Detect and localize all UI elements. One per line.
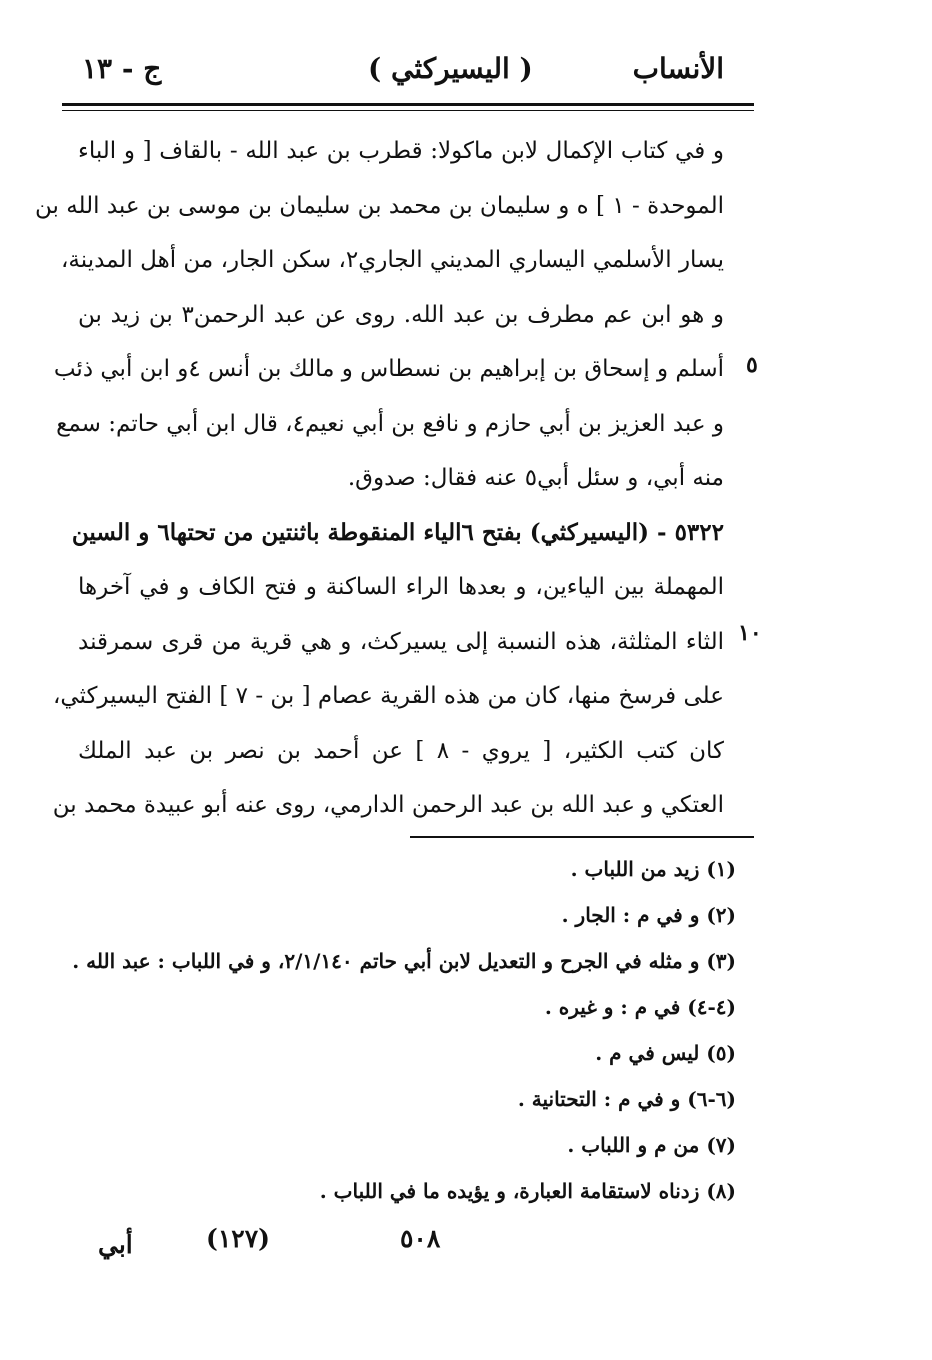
text-line: و عبد العزيز بن أبي حازم و نافع بن أبي نعيم٤، قال ابن أبي حاتم: سمع — [56, 410, 724, 437]
text-line: الموحدة - ١ ] ه و سليمان بن محمد بن سليمان بن موسى بن عبد الله بن — [34, 192, 724, 219]
volume-reference: (١٢٧) — [206, 1224, 270, 1253]
header-volume: ج - ١٣ — [82, 52, 162, 85]
footnote-8: (٨) زدناه لاستقامة العبارة، و يؤيده ما في اللباب . — [319, 1179, 736, 1203]
header-rule-thick — [62, 103, 754, 106]
header-entry-title: ( اليسيركثي ) — [368, 52, 533, 85]
footnote-5: (٥) ليس في م . — [595, 1041, 736, 1065]
entry-heading-line: ٥٣٢٢ - (اليسيركثي) بفتح ٦الياء المنقوطة باثنتين من تحتها٦ و السين — [71, 518, 724, 546]
footnote-3: (٣) و مثله في الجرح و التعديل لابن أبي حاتم ٢/١/١٤٠، و في اللباب : عبد الله . — [72, 949, 736, 973]
header-book-title: الأنساب — [632, 52, 724, 85]
text-line: العتكي و عبد الله بن عبد الرحمن الدارمي، روى عنه أبو عبيدة محمد بن — [52, 792, 724, 818]
text-line: منه أبي، و سئل أبي٥ عنه فقال: صدوق. — [347, 465, 724, 491]
text-line: و في كتاب الإكمال لابن ماكولا: قطرب بن عبد الله - بالقاف [ و الباء — [78, 138, 724, 164]
footnote-rule — [410, 836, 754, 838]
text-line: أسلم و إسحاق بن إبراهيم بن نسطاس و مالك بن أنس ٤و ابن أبي ذئب — [53, 356, 724, 382]
footnote-7: (٧) من م و اللباب . — [567, 1133, 736, 1157]
text-line: كان كتب الكثير، [ يروي - ٨ ] عن أحمد بن نصر بن عبد الملك — [78, 737, 724, 764]
text-line: الثاء المثلثة، هذه النسبة إلى يسيركث، و هي قرية من قرى سمرقند — [78, 628, 724, 655]
page-number: ٥٠٨ — [400, 1224, 441, 1253]
line-number-5: ٥ — [746, 352, 758, 378]
footnote-2: (٢) و في م : الجار . — [561, 903, 736, 927]
catchword: أبي — [98, 1230, 133, 1259]
text-line: المهملة بين الياءين، و بعدها الراء الساكنة و فتح الكاف و في آخرها — [78, 574, 724, 600]
text-line: يسار الأسلمي اليساري المديني الجاري٢، سكن الجار، من أهل المدينة، — [61, 247, 724, 273]
line-number-10: ١٠ — [738, 620, 762, 646]
text-line: على فرسخ منها، كان من هذه القرية عصام [ بن - ٧ ] الفتح اليسيركثي، — [52, 683, 724, 709]
footnote-1: (١) زيد من اللباب . — [570, 857, 736, 881]
footnote-6: (٦-٦) و في م : التحتانية . — [517, 1087, 736, 1111]
text-line: و هو ابن عم مطرف بن عبد الله. روى عن عبد الرحمن٣ بن زيد بن — [78, 301, 724, 328]
footnotes — [36, 846, 736, 1214]
main-text — [34, 124, 724, 833]
header-rule-thin — [62, 110, 754, 111]
footnote-4: (٤-٤) في م : و غيره . — [544, 995, 736, 1019]
